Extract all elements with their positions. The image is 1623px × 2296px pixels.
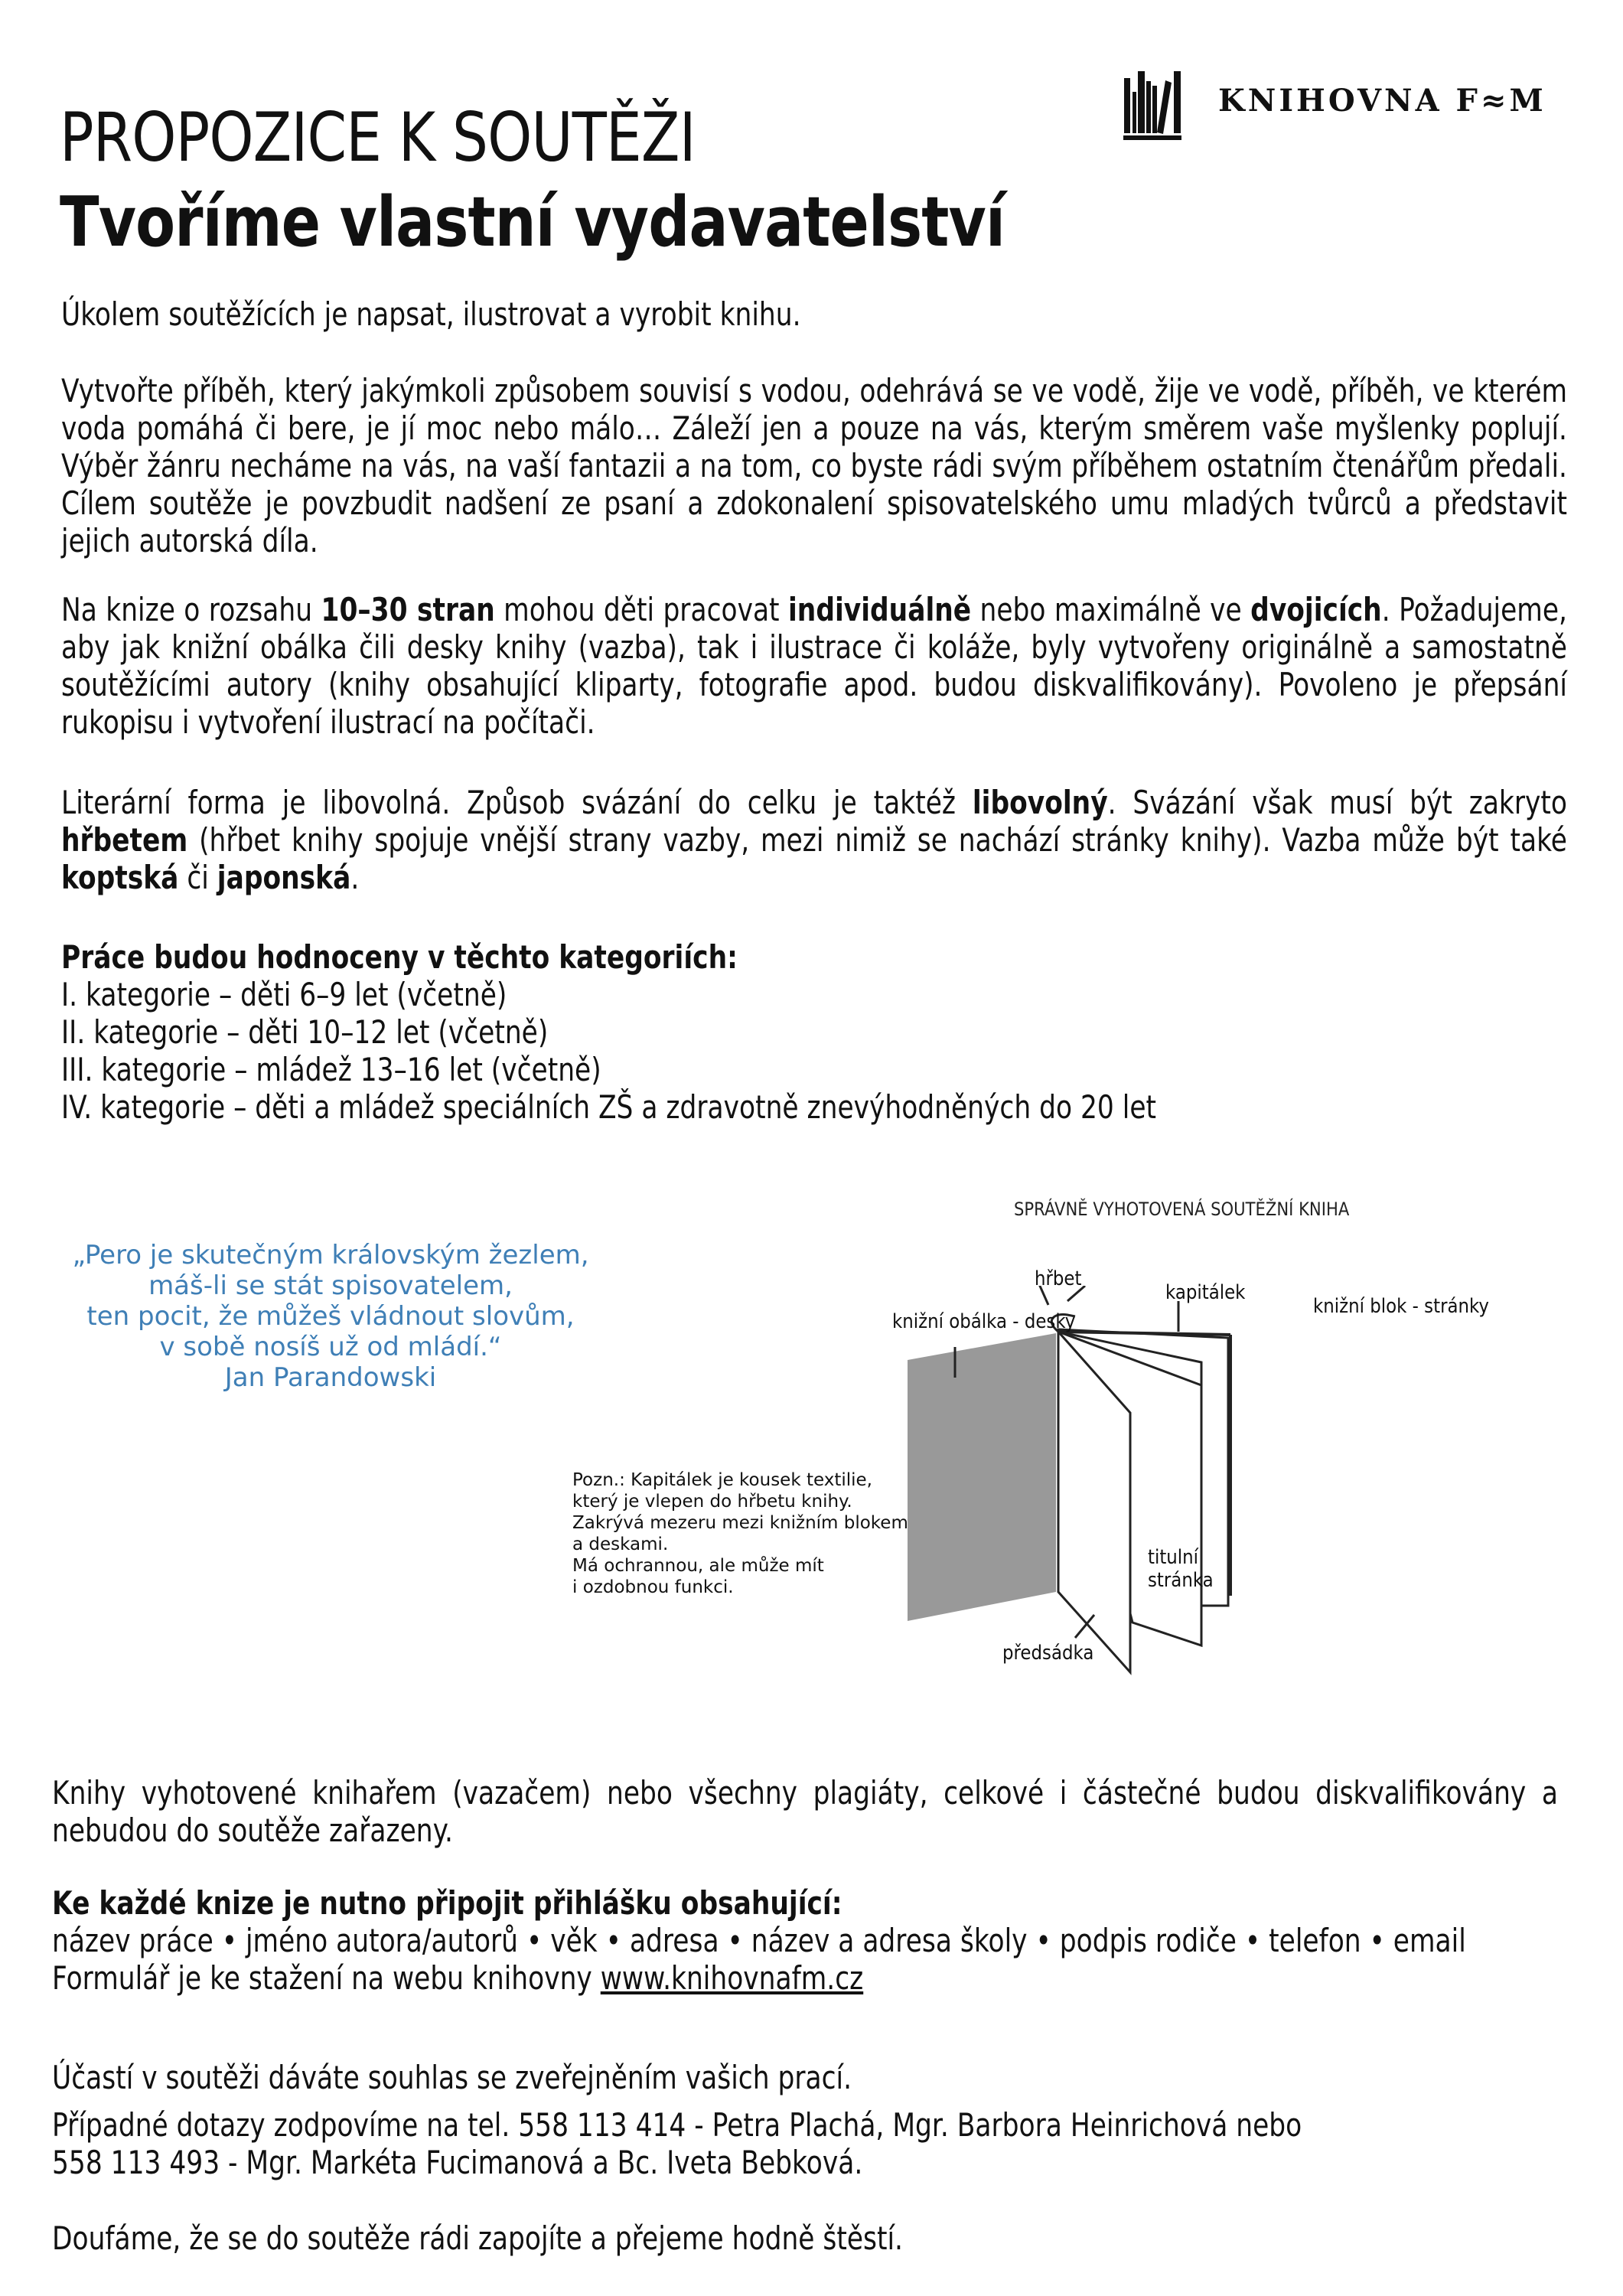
binding-paragraph: Literární forma je libovolná. Způsob svázání do celku je taktéž libovolný. Svázání však musí být zakryto hřbetem (hřbet knihy spojuje vnější strany vazby, mezi nimiž se nachází stránky knihy). Vazba může být také koptská či japonská. (61, 784, 1568, 896)
application-fields: název práce • jméno autora/autorů • věk • adresa • název a adresa školy • podpis rodiče • telefon • email (52, 1922, 1466, 1959)
quote-line: máš-li se stát spisovatelem, (148, 1270, 513, 1301)
page-range: 10–30 stran (321, 591, 495, 628)
cover-shape (908, 1333, 1056, 1621)
individual-emphasis: individuálně (787, 591, 972, 628)
diagram-title: SPRÁVNĚ VYHOTOVENÁ SOUTĚŽNÍ KNIHA (1014, 1199, 1350, 1220)
pairs-emphasis: dvojicích (1250, 591, 1382, 628)
label-title-page: titulní stránka (1148, 1546, 1214, 1592)
label-endpaper: předsádka (1002, 1642, 1094, 1665)
quote-line: „Pero je skutečným královským žezlem, (72, 1240, 589, 1270)
quote-block (70, 1240, 591, 1393)
bookshelf-icon (1123, 71, 1181, 140)
application-section: Ke každé knize je nutno připojit přihlášku obsahující: název práce • jméno autora/autorů • věk • adresa • název a adresa školy • podpis rodiče • telefon • email Formulář je ke stažení na webu knihovny www.knihovnafm.cz (52, 1884, 1558, 1997)
category-item: II. kategorie – děti 10–12 let (včetně) (61, 1013, 549, 1051)
category-item: III. kategorie – mládež 13–16 let (včetně) (61, 1051, 601, 1088)
label-cover: knižní obálka - desky (892, 1310, 1076, 1333)
categories-heading: Práce budou hodnoceny v těchto kategoriích: (61, 938, 738, 976)
page-subtitle: Tvoříme vlastní vydavatelství (60, 182, 1005, 263)
rules-paragraph: Na knize o rozsahu 10–30 stran mohou děti pracovat individuálně nebo maximálně ve dvojicích. Požadujeme, aby jak knižní obálka čili desky knihy (vazba), tak i ilustrace či koláže, byly vytvořeny originálně a samostatně soutěžícími autory (knihy obsahující kliparty, fotografie apod. budou diskvalifikovány). Povoleno je přepsání rukopisu i vytvoření ilustrací na počítači. (61, 591, 1567, 741)
intro-text: Úkolem soutěžících je napsat, ilustrovat a vyrobit knihu. (61, 295, 801, 333)
library-website-link[interactable]: www.knihovnafm.cz (600, 1959, 864, 1997)
page-title: PROPOZICE K SOUTĚŽI (60, 98, 696, 177)
quote-line: v sobě nosíš už od mládí.“ (159, 1332, 502, 1362)
label-spine: hřbet (1035, 1267, 1082, 1290)
headband-note: Pozn.: Kapitálek je kousek textilie, který je vlepen do hřbetu knihy. Zakrývá mezeru mezi knižním blokem a deskami. Má ochrannou, ale může mít i ozdobnou funkci. (572, 1470, 908, 1597)
application-heading: Ke každé knize je nutno připojit přihlášku obsahující: (52, 1884, 842, 1922)
category-item: IV. kategorie – děti a mládež speciálních ZŠ a zdravotně znevýhodněných do 20 let (61, 1088, 1157, 1126)
contacts: Případné dotazy zodpovíme na tel. 558 113 414 - Petra Plachá, Mgr. Barbora Heinrichová nebo 558 113 493 - Mgr. Markéta Fucimanová a Bc. Iveta Bebková. (52, 2106, 1302, 2181)
categories-section (61, 938, 1567, 1126)
disqualification-text: Knihy vyhotovené knihařem (vazačem) nebo všechny plagiáty, celkové i částečné budou diskvalifikovány a nebudou do soutěže zařazeny. (52, 1774, 1558, 1849)
book-diagram (880, 1286, 1569, 1745)
category-item: I. kategorie – děti 6–9 let (včetně) (61, 976, 507, 1013)
story-paragraph: Vytvořte příběh, který jakýmkoli způsobem souvisí s vodou, odehrává se ve vodě, žije ve vodě, příběh, ve kterém voda pomáhá či bere, je jí moc nebo málo… Záleží jen a pouze na vás, kterým směrem vaše myšlenky poplují. Výběr žánru necháme na vás, na vaší fantazii a na tom, co byste rádi svým příběhem ostatním čtenářům předali. Cílem soutěže je povzbudit nadšení ze psaní a zdokonalení spisovatelského umu mladých tvůrců a představit jejich autorská díla. (61, 372, 1567, 559)
quote-line: ten pocit, že můžeš vládnout slovům, (86, 1301, 575, 1332)
consent-text: Účastí v soutěži dáváte souhlas se zveřejněním vašich prací. (52, 2059, 852, 2096)
label-book-block: knižní blok - stránky (1313, 1295, 1489, 1318)
quote-author: Jan Parandowski (224, 1362, 437, 1393)
label-headband: kapitálek (1165, 1281, 1246, 1304)
closing-text: Doufáme, že se do soutěže rádi zapojíte a přejeme hodně štěstí. (52, 2219, 904, 2257)
library-name: KNIHOVNA F≈M (1218, 83, 1546, 119)
